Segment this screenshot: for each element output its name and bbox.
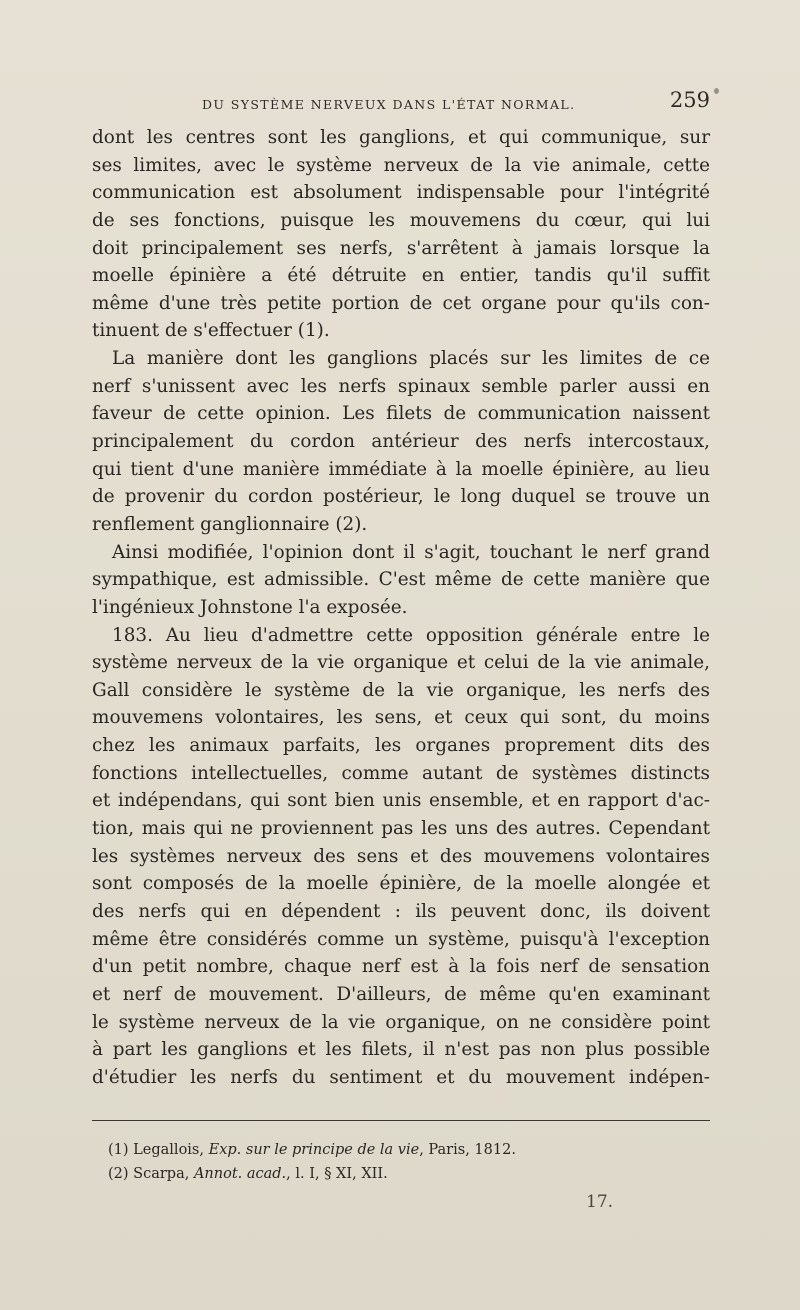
body-line: tion, mais qui ne proviennent pas les uns des autres. Cependant [92,818,710,840]
ink-speck [714,88,719,94]
footnotes [108,1138,708,1186]
body-line: La manière dont les ganglions placés sur les limites de ce [112,348,710,370]
footnote-title: Exp. sur le principe de la vie [208,1142,420,1158]
body-line: même être considérés comme un système, puisqu'à l'exception [92,928,710,950]
body-line: et indépendans, qui sont bien unis ensemble, et en rapport d'ac- [92,790,710,812]
page-number: 259 [669,88,710,112]
footnote-details: , Paris, 1812. [419,1142,516,1158]
body-line: renflement ganglionnaire (2). [92,513,368,535]
footnote-author: Legallois, [133,1142,204,1158]
body-text [92,124,710,1091]
running-title: DU SYSTÈME NERVEUX DANS L'ÉTAT NORMAL. [202,97,576,112]
body-line: chez les animaux parfaits, les organes proprement dits des [92,735,710,757]
body-line: tinuent de s'effectuer (1). [92,320,330,342]
signature-mark: 17. [586,1192,614,1212]
body-line: qui tient d'une manière immédiate à la moelle épinière, au lieu [92,458,710,480]
body-line: Gall considère le système de la vie organique, les nerfs des [92,679,710,701]
body-line: de ses fonctions, puisque les mouvemens du cœur, qui lui [92,209,710,231]
body-line: Ainsi modifiée, l'opinion dont il s'agit, touchant le nerf grand [112,541,710,563]
footnote-1 [108,1138,708,1162]
body-line: sont composés de la moelle épinière, de la moelle alongée et [92,873,710,895]
body-line: à part les ganglions et les filets, il n'est pas non plus possible [92,1039,710,1061]
body-line: doit principalement ses nerfs, s'arrêtent à jamais lorsque la [92,237,710,259]
body-line: dont les centres sont les ganglions, et qui communique, sur [92,127,710,148]
body-line: sympathique, est admissible. C'est même de cette manière que [92,569,710,591]
body-line: nerf s'unissent avec les nerfs spinaux semble parler aussi en [92,375,710,397]
body-line: faveur de cette opinion. Les filets de communication naissent [92,403,710,425]
body-line: l'ingénieux Johnstone l'a exposée. [92,596,408,618]
body-line: ses limites, avec le système nerveux de la vie animale, cette [92,154,710,176]
footnote-details: , l. I, § XI, XII. [286,1166,388,1182]
body-line: moelle épinière a été détruite en entier, tandis qu'il suffit [92,265,710,287]
body-line: communication est absolument indispensable pour l'intégrité [92,182,710,204]
footnote-2 [108,1162,708,1186]
footnote-marker: (1) [108,1142,129,1158]
footnote-marker: (2) [108,1166,129,1182]
body-line: mouvemens volontaires, les sens, et ceux qui sont, du moins [92,707,710,729]
page-header [92,88,710,118]
footnote-rule [92,1120,710,1121]
body-line: 183. Au lieu d'admettre cette opposition générale entre le [112,624,710,646]
footnote-title: Annot. acad. [193,1166,287,1182]
body-line: d'étudier les nerfs du sentiment et du mouvement indépen- [92,1066,710,1088]
body-line: fonctions intellectuelles, comme autant de systèmes distincts [92,762,710,784]
body-line: le système nerveux de la vie organique, on ne considère point [92,1011,710,1033]
body-line: et nerf de mouvement. D'ailleurs, de même qu'en examinant [92,983,710,1005]
body-line: même d'une très petite portion de cet organe pour qu'ils con- [92,292,710,314]
body-line: des nerfs qui en dépendent : ils peuvent donc, ils doivent [92,900,710,922]
footnote-author: Scarpa, [133,1166,190,1182]
body-line: système nerveux de la vie organique et celui de la vie animale, [92,652,710,674]
body-line: les systèmes nerveux des sens et des mouvemens volontaires [92,845,710,867]
body-line: d'un petit nombre, chaque nerf est à la fois nerf de sensation [92,956,710,978]
body-line: principalement du cordon antérieur des nerfs intercostaux, [92,431,710,453]
body-line: de provenir du cordon postérieur, le long duquel se trouve un [92,486,710,508]
